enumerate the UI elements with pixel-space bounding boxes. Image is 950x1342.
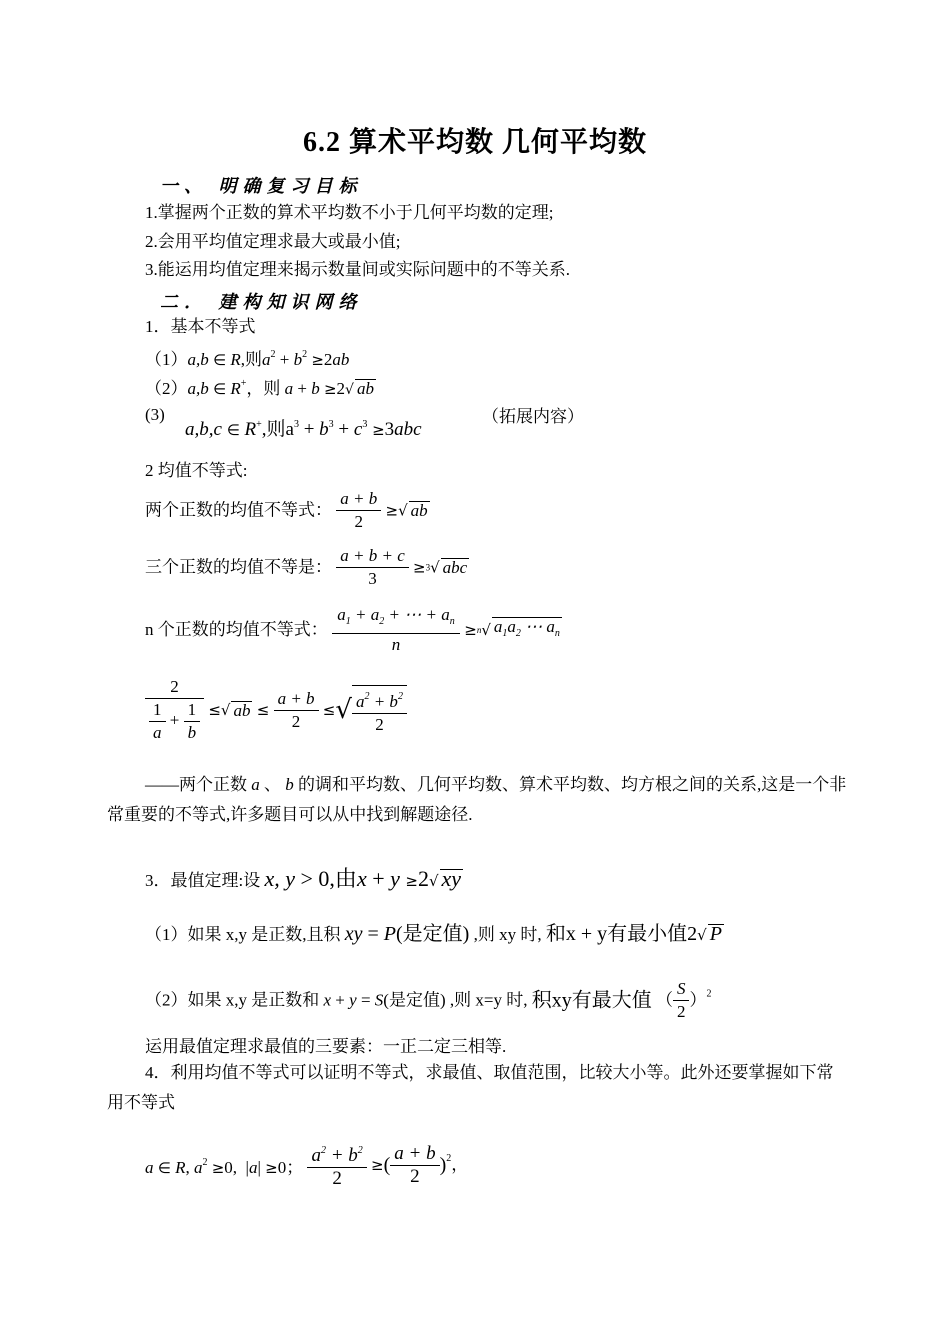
mean-relationship-paragraph: ——两个正数 a 、 b 的调和平均数、几何平均数、算术平均数、均方根之间的关系,这是一个非常重要的不等式,许多题目可以从中找到解题途径. xyxy=(107,775,847,824)
two-mean-inequality: 两个正数的均值不等式： $\frac{a + b}{2}$ ≥√ ab xyxy=(145,489,428,531)
section-heading-goals: 一、 明确复习目标 xyxy=(160,176,363,196)
extension-note: （拓展内容） xyxy=(482,407,584,426)
section-heading-knowledge: 二． 建构知识网络 xyxy=(160,292,363,312)
two-mean-label: 两个正数的均值不等式： xyxy=(145,500,332,520)
n-mean-inequality: n 个正数的均值不等式： $\frac{a_1 + a_2 + \cdots + a_n}{n}$ ≥n√ $a_1a_2$ ⋯ $a_n$ xyxy=(145,605,560,654)
basic-inequality-1: （1）a,b ∈ R,则$a^2 + b^2 \ge 2ab$ xyxy=(145,349,350,369)
extremum-theorem: 3．最值定理:设 x, y > 0,由x + y ≥2√ xy xyxy=(145,866,462,891)
harmonic-fraction: 2 $\frac{1}{a}$ + $\frac{1}{b}$ xyxy=(145,676,204,744)
basic-inequality-2: （2）a,b ∈ R+，则 a + b ≥2√ ab xyxy=(145,378,374,398)
three-elements: 运用最值定理求最值的三要素：一正二定三相等. xyxy=(145,1037,507,1056)
fraction: $\frac{a_1 + a_2 + \cdots + a_n}{n}$ xyxy=(332,604,460,656)
fraction: $\frac{a + b}{2}$ xyxy=(274,688,319,733)
goal-item-2: 2.会用平均值定理求最大或最小值; xyxy=(145,232,401,251)
basic-inequality-3: a,b,c ∈ R+,则$a^3 + b^3 + c^3 \ge 3abc$ xyxy=(185,419,422,440)
fraction: $\frac{a + b}{2}$ xyxy=(390,1143,439,1188)
item-number: （2） xyxy=(145,379,188,398)
item-number: （1） xyxy=(145,350,188,369)
extremum-theorem-label: 3．最值定理:设 xyxy=(145,871,261,890)
mean-inequality-label: 2 均值不等式: xyxy=(145,461,248,480)
goal-item-1: 1.掌握两个正数的算术平均数不小于几何平均数的定理; xyxy=(145,203,554,222)
fraction: $\frac{a + b}{2}$ xyxy=(336,488,381,533)
fraction: $\frac{a + b + c}{3}$ xyxy=(336,545,409,590)
common-inequalities-paragraph: 4．利用均值不等式可以证明不等式，求最值、取值范围，比较大小等。此外还要掌握如下常用不等式 xyxy=(107,1063,834,1112)
n-mean-label: n 个正数的均值不等式： xyxy=(145,620,328,639)
mean-chain-inequality: 2 $\frac{1}{a}$ + $\frac{1}{b}$ ≤√ ab ≤ $\frac{a + b}{2}$ ≤√ $\frac{a^2 + b^2}{2}$ xyxy=(145,676,407,744)
basic-inequality-3-number: (3) xyxy=(145,405,165,424)
basic-inequality-label: 1．基本不等式 xyxy=(145,317,256,336)
fraction: $\frac{a^2 + b^2}{2}$ xyxy=(307,1140,366,1190)
three-mean-inequality: 三个正数的均值不等是： $\frac{a + b + c}{3}$ ≥3√ abc xyxy=(145,546,468,588)
fraction: $\frac{S}{2}$ xyxy=(673,978,690,1023)
three-mean-label: 三个正数的均值不等是： xyxy=(145,557,332,577)
extremum-case-1: （1）如果 x,y 是正数,且积 xy = P(是定值) ,则 xy 时, 和x + y有最小值2√ P xyxy=(145,923,722,945)
common-inequalities-formula: a ∈ R, $a^2 \ge 0$, |a| ≥0； $\frac{a^2 + b^2}{2}$ ≥( $\frac{a + b}{2}$ )$^2$， xyxy=(145,1140,468,1190)
goal-item-3: 3.能运用均值定理来揭示数量间或实际问题中的不等关系. xyxy=(145,260,570,279)
page-title: 6.2 算术平均数 几何平均数 xyxy=(302,127,647,158)
extremum-case-2: （2）如果 x,y 是正数和 x + y = S(是定值) ,则 x=y 时, 积xy有最大值 （ $\frac{S}{2}$ ）$^2$ xyxy=(145,979,712,1021)
